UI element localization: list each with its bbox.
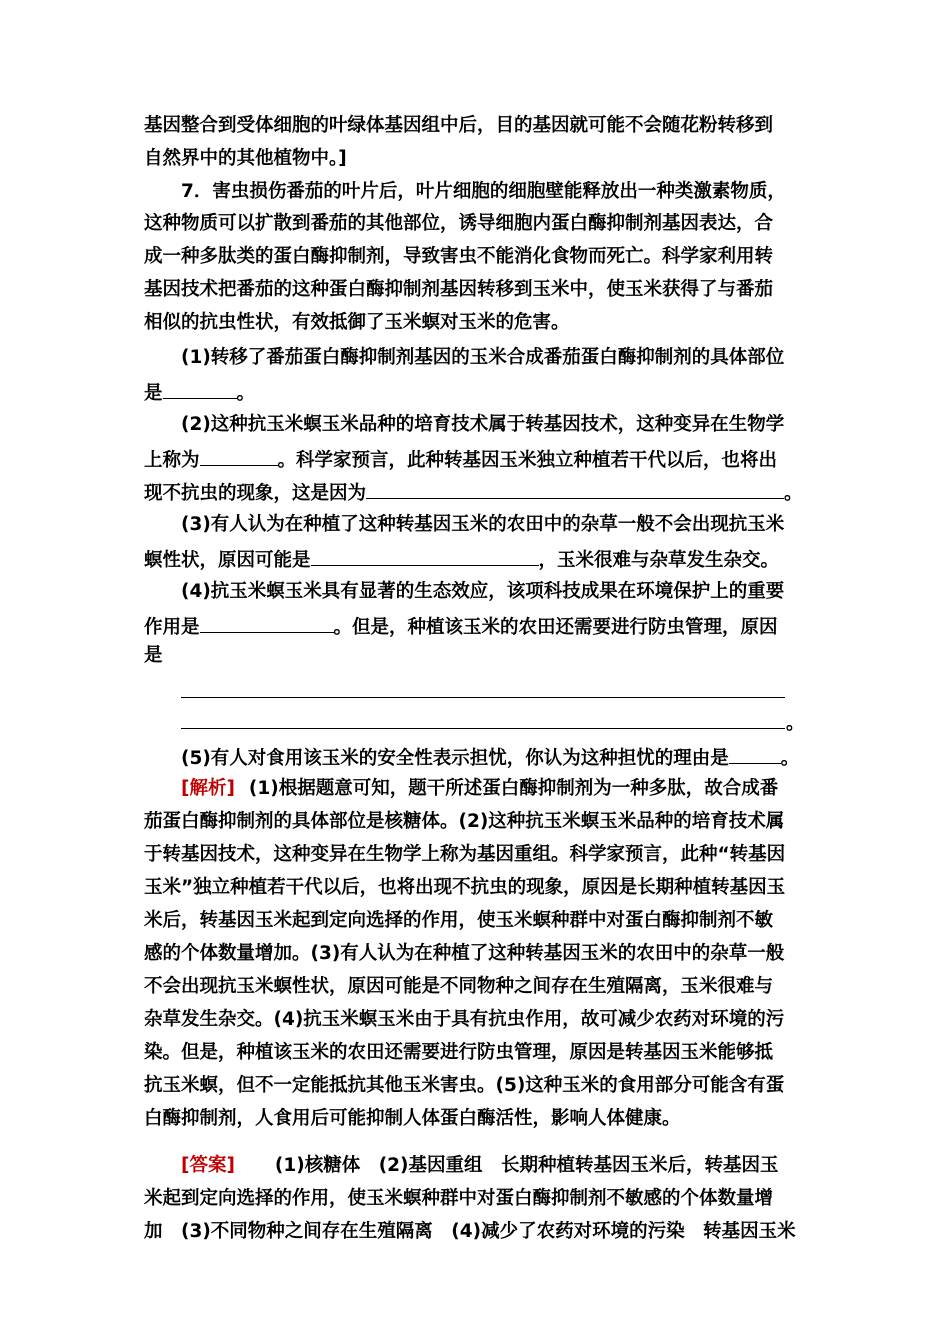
analysis-line: 抗玉米螟，但不一定能抵抗其他玉米害虫。(5)这种玉米的食用部分可能含有蛋 (144, 1075, 785, 1096)
answer-blank (729, 744, 781, 764)
question-7-part-4: (4)抗玉米螟玉米具有显著的生态效应，该项科技成果在环境保护上的重要 (181, 581, 785, 602)
analysis-tag: [解析] (181, 778, 235, 799)
question-7-stem-line: 成一种多肽类的蛋白酶抑制剂，导致害虫不能消化食物而死亡。科学家利用转 (144, 246, 774, 267)
question-7-stem-line: 相似的抗虫性状，有效抵御了玉米螟对玉米的危害。 (144, 312, 570, 333)
analysis-line: 玉米”独立种植若干代以后，也将出现不抗虫的现象，原因是长期种植转基因玉 (144, 877, 786, 898)
question-7-part-2: (2)这种抗玉米螟玉米品种的培育技术属于转基因技术，这种变异在生物学 (181, 414, 785, 435)
question-7-part-1: (1)转移了番茄蛋白酶抑制剂基因的玉米合成番茄蛋白酶抑制剂的具体部位 (181, 347, 785, 368)
answer-first-line: [答案] (1)核糖体 (2)基因重组 长期种植转基因玉米后，转基因玉 (181, 1155, 779, 1176)
analysis-line: 染。但是，种植该玉米的农田还需要进行防虫管理，原因是转基因玉米能够抵 (144, 1042, 774, 1063)
continuation-line-1: 基因整合到受体细胞的叶绿体基因组中后，目的基因就可能不会随花粉转移到 (144, 115, 774, 136)
question-7-stem-line: 基因技术把番茄的这种蛋白酶抑制剂基因转移到玉米中，使玉米获得了与番茄 (144, 279, 774, 300)
analysis-line: 感的个体数量增加。(3)有人认为在种植了这种转基因玉米的农田中的杂草一般 (144, 943, 785, 964)
analysis-line: 不会出现抗玉米螟性状，原因可能是不同物种之间存在生殖隔离，玉米很难与 (144, 976, 774, 997)
answer-line: 米起到定向选择的作用，使玉米螟种群中对蛋白酶抑制剂不敏感的个体数量增 (144, 1188, 774, 1209)
answer-blank (366, 479, 784, 499)
question-7-part-3: (3)有人认为在种植了这种转基因玉米的农田中的杂草一般不会出现抗玉米 (181, 514, 785, 535)
answer-rule-line (181, 697, 785, 698)
question-7-part-3-blank-line: 螟性状，原因可能是 ，玉米很难与杂草发生杂交。 (144, 546, 779, 573)
question-7-part-4-line: 是 (144, 645, 163, 666)
analysis-line: 茄蛋白酶抑制剂的具体部位是核糖体。(2)这种抗玉米螟玉米品种的培育技术属 (144, 811, 785, 832)
question-7-part-5: (5)有人对食用该玉米的安全性表示担忧，你认为这种担忧的理由是 。 (181, 744, 799, 771)
answer-line: 加 (3)不同物种之间存在生殖隔离 (4)减少了农药对环境的污染 转基因玉米 (144, 1221, 796, 1242)
answer-blank (163, 379, 237, 399)
question-7-stem-line: 7．害虫损伤番茄的叶片后，叶片细胞的细胞壁能释放出一种类激素物质， (181, 181, 786, 202)
analysis-first-line: [解析] (1)根据题意可知，题干所述蛋白酶抑制剂为一种多肽，故合成番 (181, 778, 779, 799)
analysis-line: 于转基因技术，这种变异在生物学上称为基因重组。科学家预言，此种“转基因 (144, 844, 786, 865)
answer-blank (311, 546, 539, 566)
continuation-line-2: 自然界中的其他植物中。] (144, 148, 347, 169)
question-7-stem-line: 这种物质可以扩散到番茄的其他部位，诱导细胞内蛋白酶抑制剂基因表达，合 (144, 213, 774, 234)
part-4-period: 。 (786, 713, 805, 734)
answer-tag: [答案] (181, 1155, 235, 1176)
question-7-part-2-blank-line: 现不抗虫的现象，这是因为 。 (144, 479, 803, 506)
question-7-part-1-blank-line: 是 。 (144, 379, 255, 406)
analysis-line: 杂草发生杂交。(4)抗玉米螟玉米由于具有抗虫作用，故可减少农药对环境的污 (144, 1009, 785, 1030)
question-7-part-4-blank-line: 作用是 。但是，种植该玉米的农田还需要进行防虫管理，原因 (144, 613, 778, 640)
answer-blank (200, 613, 334, 633)
question-7-part-2-blank-line: 上称为 。科学家预言，此种转基因玉米独立种植若干代以后，也将出 (144, 446, 777, 473)
answer-rule-line (181, 728, 785, 729)
analysis-line: 白酶抑制剂，人食用后可能抑制人体蛋白酶活性，影响人体健康。 (144, 1108, 681, 1129)
analysis-line: 米后，转基因玉米起到定向选择的作用，使玉米螟种群中对蛋白酶抑制剂不敏 (144, 910, 774, 931)
answer-blank (200, 446, 278, 466)
